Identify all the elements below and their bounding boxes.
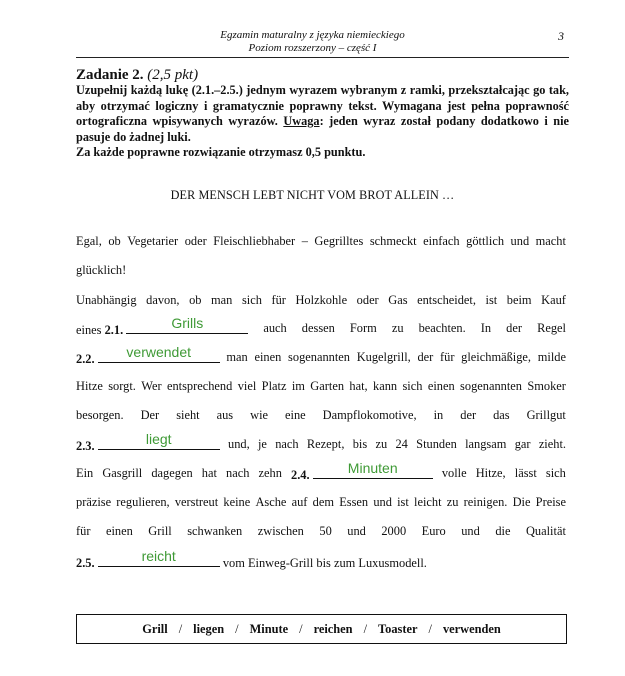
text-word: Platz [261, 379, 287, 393]
exam-header [0, 29, 625, 55]
gap-2-4[interactable] [313, 460, 433, 479]
word-box-separator: / [235, 621, 239, 636]
text-word: beim [506, 293, 532, 307]
word-box-separator: / [363, 621, 368, 636]
word-box-separator: / [178, 621, 183, 636]
text-word: das [493, 408, 510, 422]
text-word: aus [216, 408, 234, 422]
text-word: einen [105, 524, 133, 538]
text-word: entscheidet, [417, 293, 476, 307]
text-word: Dampflokomotive, [322, 408, 417, 422]
word-box-item: Grill [142, 621, 168, 636]
text-word: präzise [76, 495, 112, 509]
gap-label: 2.3. [76, 439, 95, 453]
text-word: Fleischliebhaber [213, 234, 296, 248]
header-rule [76, 57, 569, 58]
text-word: keine [223, 495, 251, 509]
text-word: der [506, 321, 522, 335]
text-word: kann [373, 379, 398, 393]
text-word: Rezept, [306, 437, 345, 451]
line12-rest: vom Einweg-Grill bis zum Luxusmodell. [222, 556, 427, 570]
text-word: Ein [76, 466, 94, 480]
text-word: Kugelgrill, [356, 350, 411, 364]
text-word: schwanken [187, 524, 243, 538]
text-word: Qualität [525, 524, 566, 538]
text-word: langsam [465, 437, 507, 451]
text-word: einen [254, 350, 282, 364]
text-word: nach [226, 466, 250, 480]
text-word: viel [237, 379, 257, 393]
text-line-9 [76, 460, 566, 483]
text-word: sich [402, 379, 423, 393]
text-word: und [373, 495, 392, 509]
text-word: schmeckt [369, 234, 417, 248]
text-word: und [510, 234, 530, 248]
text-word: der [417, 350, 434, 364]
gap-2-2[interactable] [98, 344, 220, 363]
text-word: milde [537, 350, 566, 364]
exam-header-line2: Poziom rozszerzony – część I [248, 42, 377, 54]
gap-answer: Minuten [347, 460, 398, 476]
text-word: sogenannten [460, 379, 522, 393]
text-word: davon, [146, 293, 180, 307]
text-line-6 [76, 378, 566, 394]
text-word: oder [356, 293, 379, 307]
text-word: Gegrilltes [314, 234, 364, 248]
text-line-1 [76, 233, 566, 249]
word-box-separator: / [299, 621, 303, 636]
gap-2-3[interactable] [98, 431, 220, 450]
text-word: man [211, 293, 233, 307]
text-word: ist [397, 495, 409, 509]
gap-label: 2.2. [76, 352, 95, 366]
text-word: eine [285, 408, 306, 422]
task-instruction [76, 83, 569, 161]
text-line-5 [76, 344, 566, 367]
text-word: Stunden [416, 437, 457, 451]
text-word: zu [375, 437, 388, 451]
text-word: dem [312, 495, 334, 509]
text-word: Wer [141, 379, 162, 393]
instruction-part1: Uzupełnij każdą lukę (2.1.–2.5.) jednym wyrazem wybranym z ramki, przekształcając go tak, aby otrzymać logiczny i gramatycznie poprawny tekst. Wymagana jest pełna poprawność ortograficzna wpisywanych wyrazów. [76, 83, 569, 129]
text-word: Asche [255, 495, 287, 509]
text-word: für [76, 524, 91, 538]
gap-label: 2.5. [76, 556, 95, 570]
text-title: DER MENSCH LEBT NICHT VOM BROT ALLEIN … [170, 188, 455, 202]
text-word: für [271, 293, 286, 307]
text-word: sorgt. [108, 379, 136, 393]
task-title [76, 67, 198, 84]
text-word: Egal, [76, 234, 102, 248]
gap-label: 2.4. [291, 468, 310, 482]
text-word: ob [189, 293, 202, 307]
text-word: lässt [514, 466, 537, 480]
word-box-item: Toaster [378, 621, 418, 636]
text-word: Kauf [541, 293, 566, 307]
gap-answer: verwendet [126, 344, 191, 360]
text-word: Hitze, [475, 466, 506, 480]
text-word: zu [446, 495, 459, 509]
text-word: in [433, 408, 444, 422]
text-word: Die [512, 495, 531, 509]
text-word: Preise [535, 495, 566, 509]
text-word: ob [108, 234, 121, 248]
text-word: Essen [339, 495, 369, 509]
text-word: Holzkohle [295, 293, 348, 307]
text-word: göttlich [466, 234, 505, 248]
text-word: je [257, 437, 267, 451]
text-word: zieht. [538, 437, 566, 451]
text-word: bis [352, 437, 368, 451]
text-word: verstreut [174, 495, 219, 509]
word-box-item: Minute [249, 621, 289, 636]
task-points: (2,5 pkt) [147, 67, 199, 83]
text-word: 2000 [381, 524, 407, 538]
text-word: Der [140, 408, 160, 422]
text-word: wie [250, 408, 269, 422]
text-word: hat, [349, 379, 368, 393]
line4-lead [76, 315, 248, 338]
word-box [76, 614, 567, 644]
line5-lead [76, 344, 220, 367]
text-word: man [226, 350, 248, 364]
text-word: Regel [537, 321, 566, 335]
text-word: Smoker [527, 379, 566, 393]
text-word: nach [275, 437, 299, 451]
text-word: Gas [388, 293, 408, 307]
gap-2-1[interactable] [126, 315, 248, 334]
text-line-10 [76, 494, 566, 510]
text-word: beachten. [418, 321, 466, 335]
text-line-8 [76, 431, 566, 454]
gap-label: 2.1. [104, 323, 124, 337]
text-line-3 [76, 292, 566, 308]
text-word: ist [485, 293, 498, 307]
text-word: gleichmäßige, [461, 350, 532, 364]
line9-gap [291, 460, 433, 483]
text-word: – [301, 234, 308, 248]
instruction-part2: : jeden wyraz został podany dodatkowo i nie pasuje do żadnej luki. [76, 114, 569, 144]
text-word: Gasgrill [102, 466, 143, 480]
text-line-7 [76, 407, 566, 423]
text-line-11 [76, 523, 566, 539]
text-word: regulieren, [116, 495, 170, 509]
text-word: und [461, 524, 480, 538]
text-word: Grillgut [526, 408, 566, 422]
text-word: sieht [176, 408, 200, 422]
text-word: einen [427, 379, 455, 393]
gap-2-5[interactable] [98, 548, 220, 567]
word-box-separator: / [428, 621, 432, 636]
exam-header-line1: Egzamin maturalny z języka niemieckiego [220, 29, 405, 41]
text-word: 24 [395, 437, 408, 451]
text-word: volle [441, 466, 467, 480]
line8-lead [76, 431, 220, 454]
text-word: Unabhängig [76, 293, 137, 307]
gap-answer: reicht [141, 548, 176, 564]
text-word: im [291, 379, 305, 393]
scoring-text: Za każde poprawne rozwiązanie otrzymasz 0,5 punktu. [76, 145, 366, 160]
text-word: der [460, 408, 477, 422]
text-word: auch [263, 321, 287, 335]
text-word: zehn [258, 466, 282, 480]
text-word: reinigen. [463, 495, 508, 509]
word-box-item: verwenden [442, 621, 501, 636]
text-word: 50 [319, 524, 332, 538]
text-word: gar [514, 437, 531, 451]
text-word: Grill [148, 524, 172, 538]
task-title-label: Zadanie 2. [76, 67, 144, 83]
note-label: Uwaga [283, 114, 320, 129]
text-word: besorgen. [76, 408, 124, 422]
text-line-2: glücklich! [76, 263, 127, 277]
text-word: sich [545, 466, 566, 480]
text-word: Euro [421, 524, 446, 538]
text-word: oder [184, 234, 207, 248]
gap-answer: Grills [171, 315, 204, 331]
text-word: Form [349, 321, 377, 335]
text-word: Hitze [76, 379, 103, 393]
text-word: zwischen [257, 524, 304, 538]
page-number: 3 [558, 29, 564, 43]
text-word: hat [201, 466, 217, 480]
text-word: zu [391, 321, 404, 335]
text-word: die [495, 524, 511, 538]
line4-pre: eines [76, 323, 102, 337]
text-word: macht [535, 234, 566, 248]
text-word: einfach [423, 234, 460, 248]
text-word: für [440, 350, 455, 364]
text-line-4 [76, 315, 566, 338]
text-word: leicht [414, 495, 442, 509]
text-word: Vegetarier [127, 234, 179, 248]
text-word: sich [241, 293, 262, 307]
text-word: Garten [310, 379, 345, 393]
text-word: dessen [301, 321, 335, 335]
text-word: dagegen [151, 466, 193, 480]
text-word: In [480, 321, 492, 335]
text-line-12 [76, 548, 566, 571]
text-word: entsprechend [166, 379, 233, 393]
text-word: auf [291, 495, 308, 509]
text-word: und [347, 524, 366, 538]
gap-answer: liegt [145, 431, 172, 447]
text-word: und, [228, 437, 250, 451]
word-box-item: reichen [313, 621, 353, 636]
word-box-item: liegen [193, 621, 225, 636]
text-word: sogenannten [288, 350, 350, 364]
